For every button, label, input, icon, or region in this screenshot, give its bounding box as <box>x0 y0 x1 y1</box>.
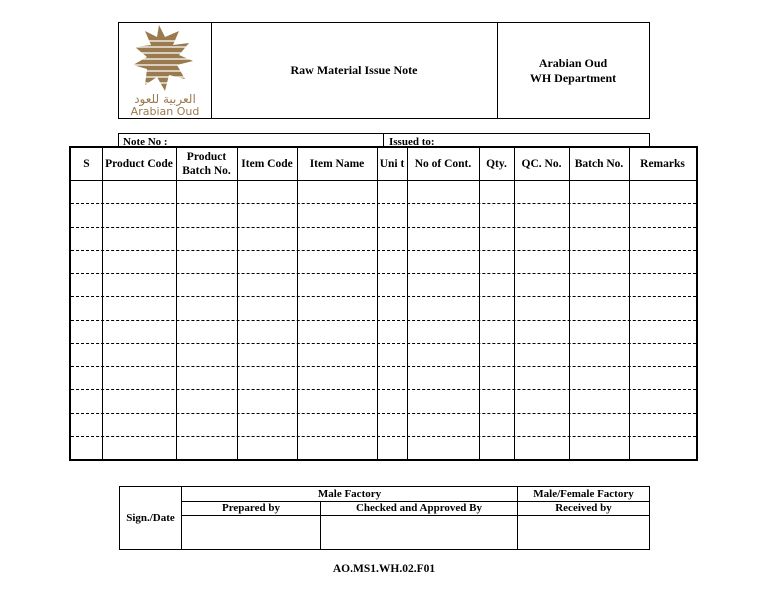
sign-date-label: Sign./Date <box>126 512 175 524</box>
signature-table <box>119 486 650 550</box>
table-cell[interactable] <box>298 297 377 319</box>
column-header: Product Batch No. <box>182 151 231 177</box>
table-cell[interactable] <box>298 367 377 389</box>
table-cell[interactable] <box>378 228 407 250</box>
table-cell[interactable] <box>408 344 479 366</box>
table-cell[interactable] <box>570 204 629 226</box>
column-header: Remarks <box>640 158 685 170</box>
table-cell[interactable] <box>408 367 479 389</box>
table-cell[interactable] <box>103 390 176 412</box>
table-cell[interactable] <box>298 414 377 436</box>
table-cell[interactable] <box>378 204 407 226</box>
column-header: No of Cont. <box>414 158 472 170</box>
table-cell[interactable] <box>238 437 297 459</box>
table-cell[interactable] <box>480 437 514 459</box>
table-cell[interactable] <box>480 251 514 273</box>
column-header: QC. No. <box>521 158 562 170</box>
table-row <box>71 367 696 389</box>
table-cell[interactable] <box>408 181 479 203</box>
form-header <box>118 22 650 119</box>
table-cell[interactable] <box>177 297 237 319</box>
table-cell[interactable] <box>480 204 514 226</box>
column-header: Batch No. <box>574 158 624 170</box>
checked-approved-label: Checked and Approved By <box>355 502 483 514</box>
table-cell[interactable] <box>630 344 696 366</box>
form-title: Raw Material Issue Note <box>211 23 498 118</box>
table-cell[interactable] <box>238 297 297 319</box>
table-cell[interactable] <box>72 367 102 389</box>
table-cell[interactable] <box>177 414 237 436</box>
table-cell[interactable] <box>630 321 696 343</box>
table-cell[interactable] <box>408 414 479 436</box>
table-cell[interactable] <box>238 414 297 436</box>
column-header: S <box>83 158 90 170</box>
table-cell[interactable] <box>72 228 102 250</box>
table-cell[interactable] <box>480 181 514 203</box>
table-cell[interactable] <box>480 414 514 436</box>
table-cell[interactable] <box>72 344 102 366</box>
logo-english-text: Arabian Oud <box>130 105 200 118</box>
table-cell[interactable] <box>72 297 102 319</box>
department-cell <box>497 23 649 118</box>
table-cell[interactable] <box>378 297 407 319</box>
table-row <box>71 274 696 296</box>
table-cell[interactable] <box>480 228 514 250</box>
table-cell[interactable] <box>298 204 377 226</box>
table-cell[interactable] <box>570 344 629 366</box>
table-cell[interactable] <box>298 251 377 273</box>
table-cell[interactable] <box>298 437 377 459</box>
table-cell[interactable] <box>177 274 237 296</box>
table-cell[interactable] <box>72 181 102 203</box>
table-cell[interactable] <box>515 390 569 412</box>
table-cell[interactable] <box>103 321 176 343</box>
table-cell[interactable] <box>72 321 102 343</box>
table-row <box>71 390 696 412</box>
logo-arabic-text: العربية للعود <box>134 92 196 106</box>
table-cell[interactable] <box>570 181 629 203</box>
male-female-factory-label: Male/Female Factory <box>533 488 634 500</box>
table-cell[interactable] <box>570 367 629 389</box>
table-cell[interactable] <box>103 274 176 296</box>
table-cell[interactable] <box>630 274 696 296</box>
table-cell[interactable] <box>238 181 297 203</box>
table-cell[interactable] <box>298 344 377 366</box>
table-cell[interactable] <box>630 437 696 459</box>
table-cell[interactable] <box>298 321 377 343</box>
prepared-by-label: Prepared by <box>222 502 280 514</box>
prepared-by-sign-field[interactable] <box>182 516 320 549</box>
table-row <box>71 181 696 203</box>
table-cell[interactable] <box>103 414 176 436</box>
table-row <box>71 414 696 436</box>
table-cell[interactable] <box>378 181 407 203</box>
table-cell[interactable] <box>238 367 297 389</box>
table-cell[interactable] <box>72 204 102 226</box>
table-cell[interactable] <box>408 274 479 296</box>
table-cell[interactable] <box>630 204 696 226</box>
table-row <box>71 228 696 250</box>
table-cell[interactable] <box>630 228 696 250</box>
column-header: Item Name <box>309 158 365 170</box>
table-cell[interactable] <box>515 274 569 296</box>
company-name: Arabian Oud <box>538 55 608 70</box>
table-cell[interactable] <box>378 321 407 343</box>
male-factory-label: Male Factory <box>317 488 382 500</box>
table-cell[interactable] <box>103 344 176 366</box>
table-cell[interactable] <box>630 181 696 203</box>
column-header: Item Code <box>241 158 293 170</box>
table-cell[interactable] <box>298 390 377 412</box>
table-cell[interactable] <box>570 437 629 459</box>
table-cell[interactable] <box>408 204 479 226</box>
table-cell[interactable] <box>298 181 377 203</box>
table-cell[interactable] <box>570 274 629 296</box>
table-cell[interactable] <box>408 321 479 343</box>
received-by-label: Received by <box>555 502 612 514</box>
info-row <box>118 133 650 147</box>
table-cell[interactable] <box>515 437 569 459</box>
table-cell[interactable] <box>298 274 377 296</box>
table-cell[interactable] <box>238 251 297 273</box>
table-cell[interactable] <box>480 344 514 366</box>
issued-to-label: Issued to: <box>389 136 435 148</box>
table-cell[interactable] <box>72 390 102 412</box>
table-cell[interactable] <box>378 414 407 436</box>
table-cell[interactable] <box>238 274 297 296</box>
table-cell[interactable] <box>72 274 102 296</box>
table-cell[interactable] <box>515 344 569 366</box>
table-cell[interactable] <box>630 251 696 273</box>
table-cell[interactable] <box>238 390 297 412</box>
checked-approved-sign-field[interactable] <box>321 516 517 549</box>
table-row <box>71 251 696 273</box>
logo-cell <box>119 23 212 118</box>
table-cell[interactable] <box>515 181 569 203</box>
table-cell[interactable] <box>570 414 629 436</box>
table-cell[interactable] <box>177 437 237 459</box>
table-cell[interactable] <box>480 297 514 319</box>
table-cell[interactable] <box>238 344 297 366</box>
table-cell[interactable] <box>408 297 479 319</box>
table-cell[interactable] <box>177 251 237 273</box>
table-cell[interactable] <box>177 321 237 343</box>
table-cell[interactable] <box>378 251 407 273</box>
arabian-oud-logo <box>119 23 211 118</box>
table-cell[interactable] <box>103 228 176 250</box>
table-cell[interactable] <box>238 228 297 250</box>
table-cell[interactable] <box>515 228 569 250</box>
table-cell[interactable] <box>630 367 696 389</box>
table-cell[interactable] <box>630 414 696 436</box>
table-cell[interactable] <box>177 367 237 389</box>
table-cell[interactable] <box>630 297 696 319</box>
table-row <box>71 437 696 459</box>
note-no-label: Note No : <box>123 136 168 148</box>
table-cell[interactable] <box>177 204 237 226</box>
table-cell[interactable] <box>515 321 569 343</box>
table-row <box>71 297 696 319</box>
column-header: Product Code <box>105 158 173 170</box>
table-cell[interactable] <box>570 228 629 250</box>
table-cell[interactable] <box>630 390 696 412</box>
table-row <box>71 204 696 226</box>
table-cell[interactable] <box>238 204 297 226</box>
table-cell[interactable] <box>480 274 514 296</box>
table-cell[interactable] <box>408 228 479 250</box>
table-cell[interactable] <box>177 390 237 412</box>
table-cell[interactable] <box>177 228 237 250</box>
table-cell[interactable] <box>378 390 407 412</box>
table-cell[interactable] <box>408 390 479 412</box>
table-cell[interactable] <box>480 367 514 389</box>
table-cell[interactable] <box>570 321 629 343</box>
table-cell[interactable] <box>378 274 407 296</box>
table-cell[interactable] <box>238 321 297 343</box>
issue-items-table <box>69 146 698 461</box>
table-row <box>71 344 696 366</box>
department-name: WH Department <box>529 70 617 85</box>
table-cell[interactable] <box>570 251 629 273</box>
table-cell[interactable] <box>298 228 377 250</box>
table-cell[interactable] <box>515 414 569 436</box>
table-cell[interactable] <box>103 437 176 459</box>
table-cell[interactable] <box>378 437 407 459</box>
table-cell[interactable] <box>177 344 237 366</box>
table-cell[interactable] <box>103 367 176 389</box>
table-cell[interactable] <box>408 251 479 273</box>
table-cell[interactable] <box>72 437 102 459</box>
table-cell[interactable] <box>570 297 629 319</box>
table-cell[interactable] <box>177 181 237 203</box>
table-cell[interactable] <box>72 251 102 273</box>
table-cell[interactable] <box>515 251 569 273</box>
table-cell[interactable] <box>480 390 514 412</box>
received-by-sign-field[interactable] <box>518 516 649 549</box>
table-cell[interactable] <box>515 297 569 319</box>
table-cell[interactable] <box>570 390 629 412</box>
column-header: Qty. <box>486 158 507 170</box>
form-code: AO.MS1.WH.02.F01 <box>332 563 436 575</box>
table-cell[interactable] <box>103 204 176 226</box>
table-cell[interactable] <box>408 437 479 459</box>
column-header: Uni t <box>379 158 405 170</box>
table-cell[interactable] <box>103 181 176 203</box>
table-cell[interactable] <box>515 204 569 226</box>
table-cell[interactable] <box>515 367 569 389</box>
table-cell[interactable] <box>103 297 176 319</box>
table-cell[interactable] <box>378 367 407 389</box>
table-cell[interactable] <box>480 321 514 343</box>
table-cell[interactable] <box>103 251 176 273</box>
table-cell[interactable] <box>378 344 407 366</box>
table-row <box>71 321 696 343</box>
table-cell[interactable] <box>72 414 102 436</box>
